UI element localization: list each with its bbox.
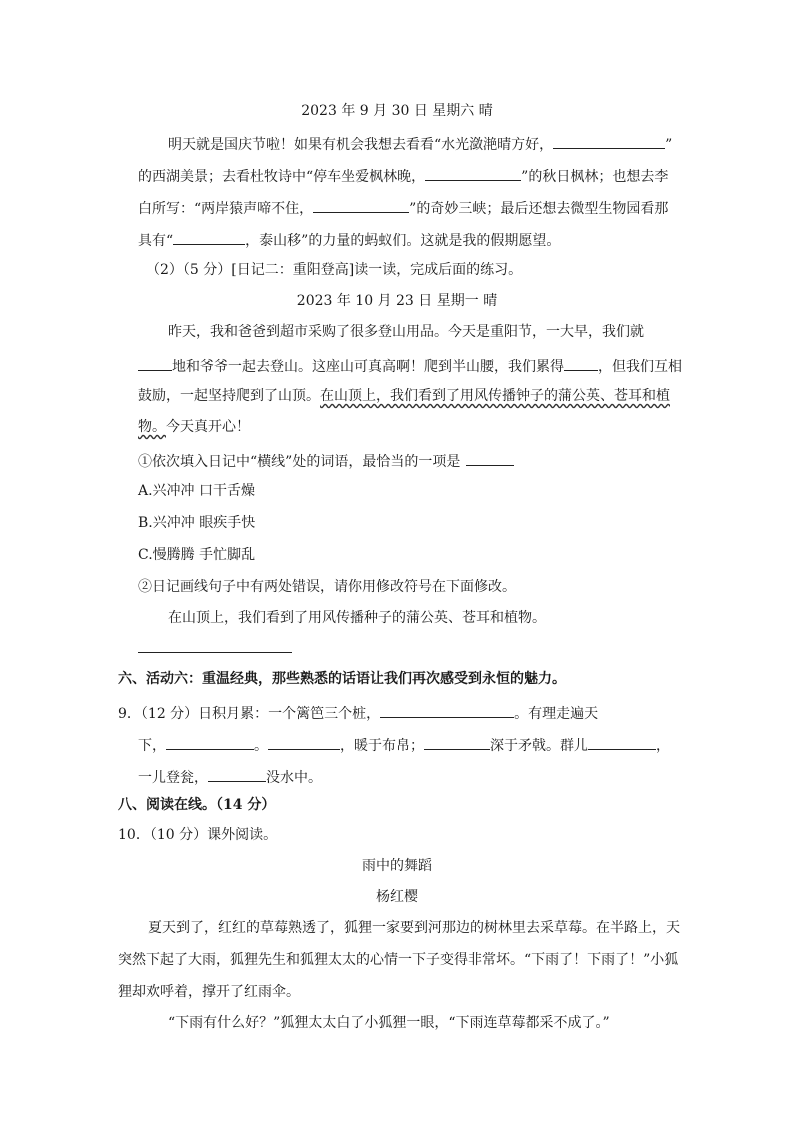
q9-text: 。 — [254, 738, 268, 754]
diary2-line1: 昨天，我和爸爸到超市采购了很多登山用品。今天是重阳节，一大早，我们就 — [168, 324, 644, 340]
underlined-sentence: 在山顶上，我们看到了用风传播钟子的蒲公英、苍耳和植 — [320, 388, 670, 404]
diary2-text: 今天真开心！ — [166, 419, 250, 435]
answer-blank[interactable] — [466, 452, 514, 466]
reading-line4: “下雨有什么好？”狐狸太太白了小狐狸一眼，“下雨连草莓都采不成了。” — [168, 1015, 610, 1031]
q9-line3 — [138, 768, 322, 785]
fill-blank[interactable] — [425, 167, 521, 181]
reading-line1: 夏天到了，红红的草莓熟透了，狐狸一家要到河那边的树林里去采草莓。在半路上，天 — [148, 920, 680, 936]
reading-line3: 狸却欢呼着，撑开了红雨伞。 — [118, 984, 300, 1000]
fill-blank[interactable] — [553, 135, 665, 149]
diary1-date: 2023 年 9 月 30 日 星期六 晴 — [301, 103, 493, 119]
section6-title: 六、活动六：重温经典，那些熟悉的话语让我们再次感受到永恒的魅力。 — [118, 671, 566, 687]
diary1-line3 — [138, 199, 668, 216]
fill-blank[interactable] — [166, 736, 254, 750]
q9-line2 — [138, 736, 670, 753]
q2-sub1-text: ①依次填入日记中“横线”处的词语，最恰当的一项是 — [138, 454, 461, 470]
option-b: B.兴冲冲 眼疾手快 — [138, 515, 256, 531]
q9-text: 没水中。 — [266, 770, 322, 786]
diary1-text: 白所写：“两岸猿声啼不住， — [138, 201, 314, 217]
diary1-text: 具有“ — [138, 233, 174, 249]
diary1-line4 — [138, 231, 560, 248]
q9-text: 深于矛戟。群儿 — [490, 738, 588, 754]
q9-text: 下， — [138, 738, 166, 754]
answer-line[interactable] — [138, 652, 292, 653]
diary2-text: ，但我们互相 — [598, 359, 682, 375]
fill-blank[interactable] — [138, 357, 172, 371]
option-c: C.慢腾腾 手忙脚乱 — [138, 547, 256, 563]
diary2-line3 — [138, 389, 670, 403]
diary1-line2 — [138, 167, 668, 184]
q2-sub2: ②日记画线句子中有两处错误，请你用修改符号在下面修改。 — [138, 579, 516, 595]
diary2-date: 2023 年 10 月 23 日 星期一 晴 — [296, 293, 498, 309]
option-a: A.兴冲冲 口干舌燥 — [138, 483, 256, 499]
fill-blank[interactable] — [313, 199, 409, 213]
fill-blank[interactable] — [564, 357, 598, 371]
diary1-line1 — [168, 135, 672, 152]
q9-text: ，暖于布帛； — [340, 738, 424, 754]
fill-blank[interactable] — [173, 231, 245, 245]
section8-title: 八、阅读在线。（14 分） — [118, 797, 276, 813]
diary1-text: 明天就是国庆节啦！如果有机会我想去看看“水光潋滟晴方好， — [168, 137, 554, 153]
reading-line2: 突然下起了大雨，狐狸先生和狐狸太太的心情一下子变得非常坏。“下雨了！下雨了！”小狐 — [118, 952, 679, 968]
diary2-line2 — [138, 357, 682, 374]
fill-blank[interactable] — [208, 768, 266, 782]
diary2-text: 鼓励，一起坚持爬到了山顶。 — [138, 388, 320, 404]
diary1-text: ，泰山移”的力量的蚂蚁们。这就是我的假期愿望。 — [245, 233, 561, 249]
underlined-sentence-end: 物。 — [138, 419, 166, 435]
diary1-text: ” — [665, 137, 673, 153]
diary1-text: 的西湖美景；去看杜牧诗中“停车坐爱枫林晚， — [138, 169, 426, 185]
fill-blank[interactable] — [268, 736, 340, 750]
diary1-text: ”的奇妙三峡；最后还想去微型生物园看那 — [409, 201, 669, 217]
diary1-text: ”的秋日枫林；也想去李 — [521, 169, 669, 185]
q9-text: 。有理走遍天 — [514, 706, 599, 722]
q10-intro: 10．（10 分）课外阅读。 — [118, 827, 278, 843]
fill-blank[interactable] — [380, 704, 514, 718]
q2-copy-sentence: 在山顶上，我们看到了用风传播种子的蒲公英、苍耳和植物。 — [168, 610, 546, 626]
q9-text: 一儿登瓮， — [138, 770, 208, 786]
fill-blank[interactable] — [424, 736, 490, 750]
q2-sub1 — [138, 452, 514, 469]
reading-author: 杨红樱 — [376, 889, 418, 905]
reading-title: 雨中的舞蹈 — [362, 858, 432, 874]
diary2-line4 — [138, 420, 250, 434]
fill-blank[interactable] — [588, 736, 656, 750]
q9-text: ， — [656, 738, 670, 754]
q9-line1 — [118, 704, 598, 721]
q9-text: 9．（12 分）日积月累：一个篱笆三个桩， — [118, 706, 381, 722]
q2-intro: （2）（5 分）[日记二：重阳登高]读一读，完成后面的练习。 — [146, 262, 523, 278]
diary2-text: 地和爷爷一起去登山。这座山可真高啊！爬到半山腰，我们累得 — [172, 359, 564, 375]
